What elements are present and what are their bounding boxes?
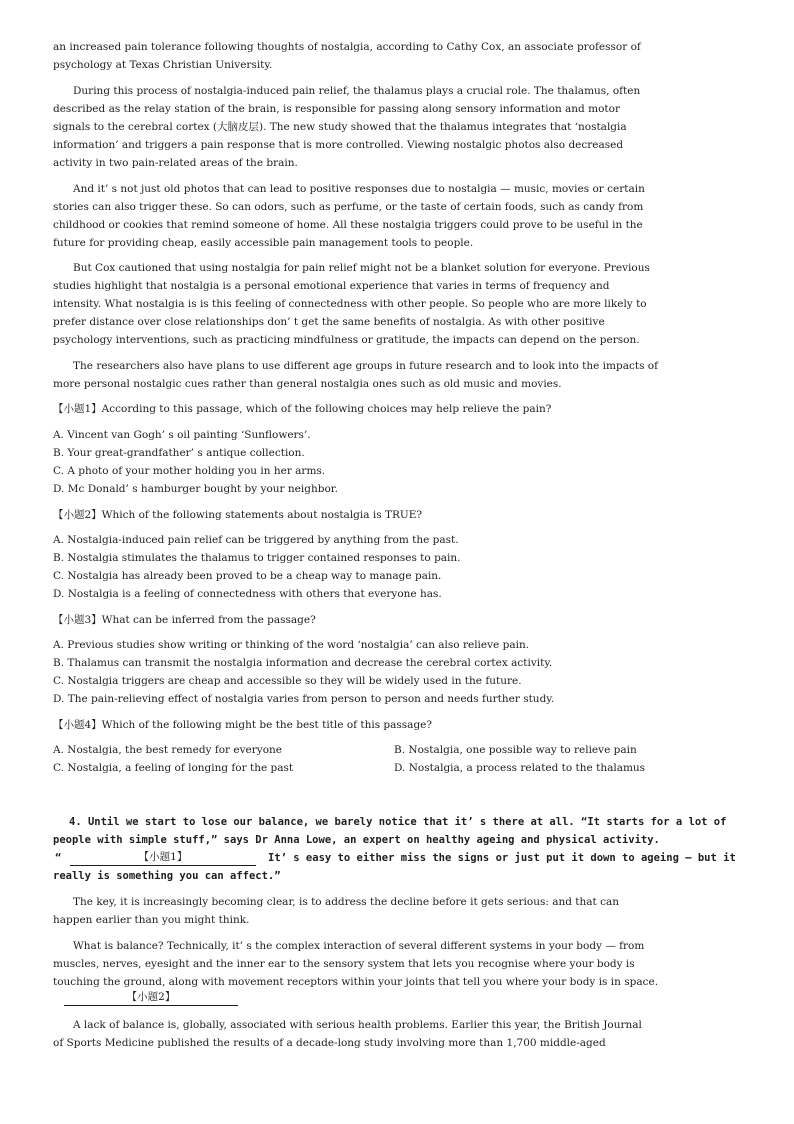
passage-text-line: touching the ground, along with movement receptors within your joints that tell you where your body is in space. xyxy=(53,976,659,988)
passage-text-line: A lack of balance is, globally, associated with serious health problems. Earlier this year, the British Journal xyxy=(73,1019,642,1031)
passage-text-line: intensity. What nostalgia is is this feeling of connectedness with other people. So people who are more likely to xyxy=(53,298,647,310)
passage-text-line: childhood or cookies that remind someone of home. All these nostalgia triggers could prove to be useful in the xyxy=(53,219,643,231)
passage-intro-line: people with simple stuff,” says Dr Anna Lowe, an expert on healthy ageing and physical activity. xyxy=(53,834,660,846)
passage-text-line: And it’ s not just old photos that can lead to positive responses due to nostalgia — music, movies or certain xyxy=(73,183,645,195)
passage-text-line: an increased pain tolerance following thoughts of nostalgia, according to Cathy Cox, an associate professor of xyxy=(53,41,641,53)
passage-text-line: information’ and triggers a pain response that is more controlled. Viewing nostalgic photos also decreased xyxy=(53,139,624,151)
answer-option: A. Nostalgia, the best remedy for everyone xyxy=(53,744,282,756)
question-stem: 【小题3】What can be inferred from the passage? xyxy=(53,614,316,626)
passage-text-line: prefer distance over close relationships don’ t get the same benefits of nostalgia. As with other positive xyxy=(53,316,605,328)
passage-text-line: psychology interventions, such as practicing mindfulness or gratitude, the impacts can depend on the person. xyxy=(53,334,640,346)
passage-intro-line: It’ s easy to either miss the signs or just put it down to ageing — but it xyxy=(268,852,736,864)
answer-option: D. Mc Donald’ s hamburger bought by your neighbor. xyxy=(53,483,338,495)
answer-option: D. Nostalgia, a process related to the thalamus xyxy=(394,762,646,774)
passage-text-line: stories can also trigger these. So can odors, such as perfume, or the taste of certain foods, such as candy from xyxy=(53,201,644,213)
blank2-label: 【小题2】 xyxy=(126,991,176,1003)
blank1-field[interactable] xyxy=(70,852,256,866)
answer-option: C. A photo of your mother holding you in her arms. xyxy=(53,465,326,477)
answer-option: B. Nostalgia stimulates the thalamus to trigger contained responses to pain. xyxy=(53,552,461,564)
answer-option: C. Nostalgia, a feeling of longing for the past xyxy=(53,762,294,774)
question-stem: 【小题4】Which of the following might be the best title of this passage? xyxy=(53,719,433,731)
passage-text-line: more personal nostalgic cues rather than general nostalgia ones such as old music and movies. xyxy=(53,378,562,390)
passage-text-line: What is balance? Technically, it’ s the complex interaction of several different systems in your body — from xyxy=(73,940,645,952)
passage-text-line: psychology at Texas Christian University. xyxy=(53,59,273,71)
answer-option: B. Your great-grandfather’ s antique collection. xyxy=(53,447,305,459)
answer-option: D. The pain-relieving effect of nostalgia varies from person to person and needs further study. xyxy=(53,693,555,705)
answer-option: C. Nostalgia has already been proved to be a cheap way to manage pain. xyxy=(53,570,442,582)
answer-option: C. Nostalgia triggers are cheap and accessible so they will be widely used in the future. xyxy=(53,675,522,687)
answer-option: B. Thalamus can transmit the nostalgia information and decrease the cerebral cortex activity. xyxy=(53,657,553,669)
passage-text-line: activity in two pain-related areas of the brain. xyxy=(53,157,298,169)
passage-text-line: studies highlight that nostalgia is a personal emotional experience that varies in terms of frequency and xyxy=(53,280,610,292)
passage-text-line: The researchers also have plans to use different age groups in future research and to look into the impacts of xyxy=(73,360,659,372)
passage-text-line: happen earlier than you might think. xyxy=(53,914,250,926)
passage-text-line: signals to the cerebral cortex (大脑皮层). The new study showed that the thalamus integrates that ‘nostalgia xyxy=(53,121,627,133)
answer-option: A. Vincent van Gogh’ s oil painting ‘Sunflowers’. xyxy=(53,429,311,441)
passage-text-line: future for providing cheap, easily accessible pain management tools to people. xyxy=(53,237,474,249)
answer-option: D. Nostalgia is a feeling of connectedness with others that everyone has. xyxy=(53,588,442,600)
passage-text-line: described as the relay station of the brain, is responsible for passing along sensory information and motor xyxy=(53,103,620,115)
blank1-label: 【小题1】 xyxy=(138,851,188,863)
passage-text-line: But Cox cautioned that using nostalgia for pain relief might not be a blanket solution for everyone. Previous xyxy=(73,262,650,274)
passage-text-line: muscles, nerves, eyesight and the inner ear to the sensory system that lets you recognise where your body is xyxy=(53,958,635,970)
passage-text-line: The key, it is increasingly becoming clear, is to address the decline before it gets serious: and that can xyxy=(73,896,619,908)
passage-intro-line: really is something you can affect.” xyxy=(53,870,281,882)
blank2-field[interactable] xyxy=(64,992,238,1006)
passage-intro-line: 4. Until we start to lose our balance, we barely notice that it’ s there at all. “It starts for a lot of xyxy=(69,816,727,828)
blank1-open-quote: “ xyxy=(55,852,62,864)
answer-option: B. Nostalgia, one possible way to relieve pain xyxy=(394,744,637,756)
answer-option: A. Nostalgia-induced pain relief can be triggered by anything from the past. xyxy=(53,534,459,546)
answer-option: A. Previous studies show writing or thinking of the word ‘nostalgia’ can also relieve pain. xyxy=(53,639,530,651)
question-stem: 【小题1】According to this passage, which of the following choices may help relieve the pain? xyxy=(53,403,552,415)
passage-text-line: During this process of nostalgia-induced pain relief, the thalamus plays a crucial role. The thalamus, often xyxy=(73,85,641,97)
question-stem: 【小题2】Which of the following statements about nostalgia is TRUE? xyxy=(53,509,422,521)
passage-text-line: of Sports Medicine published the results of a decade-long study involving more than 1,700 middle-aged xyxy=(53,1037,606,1049)
